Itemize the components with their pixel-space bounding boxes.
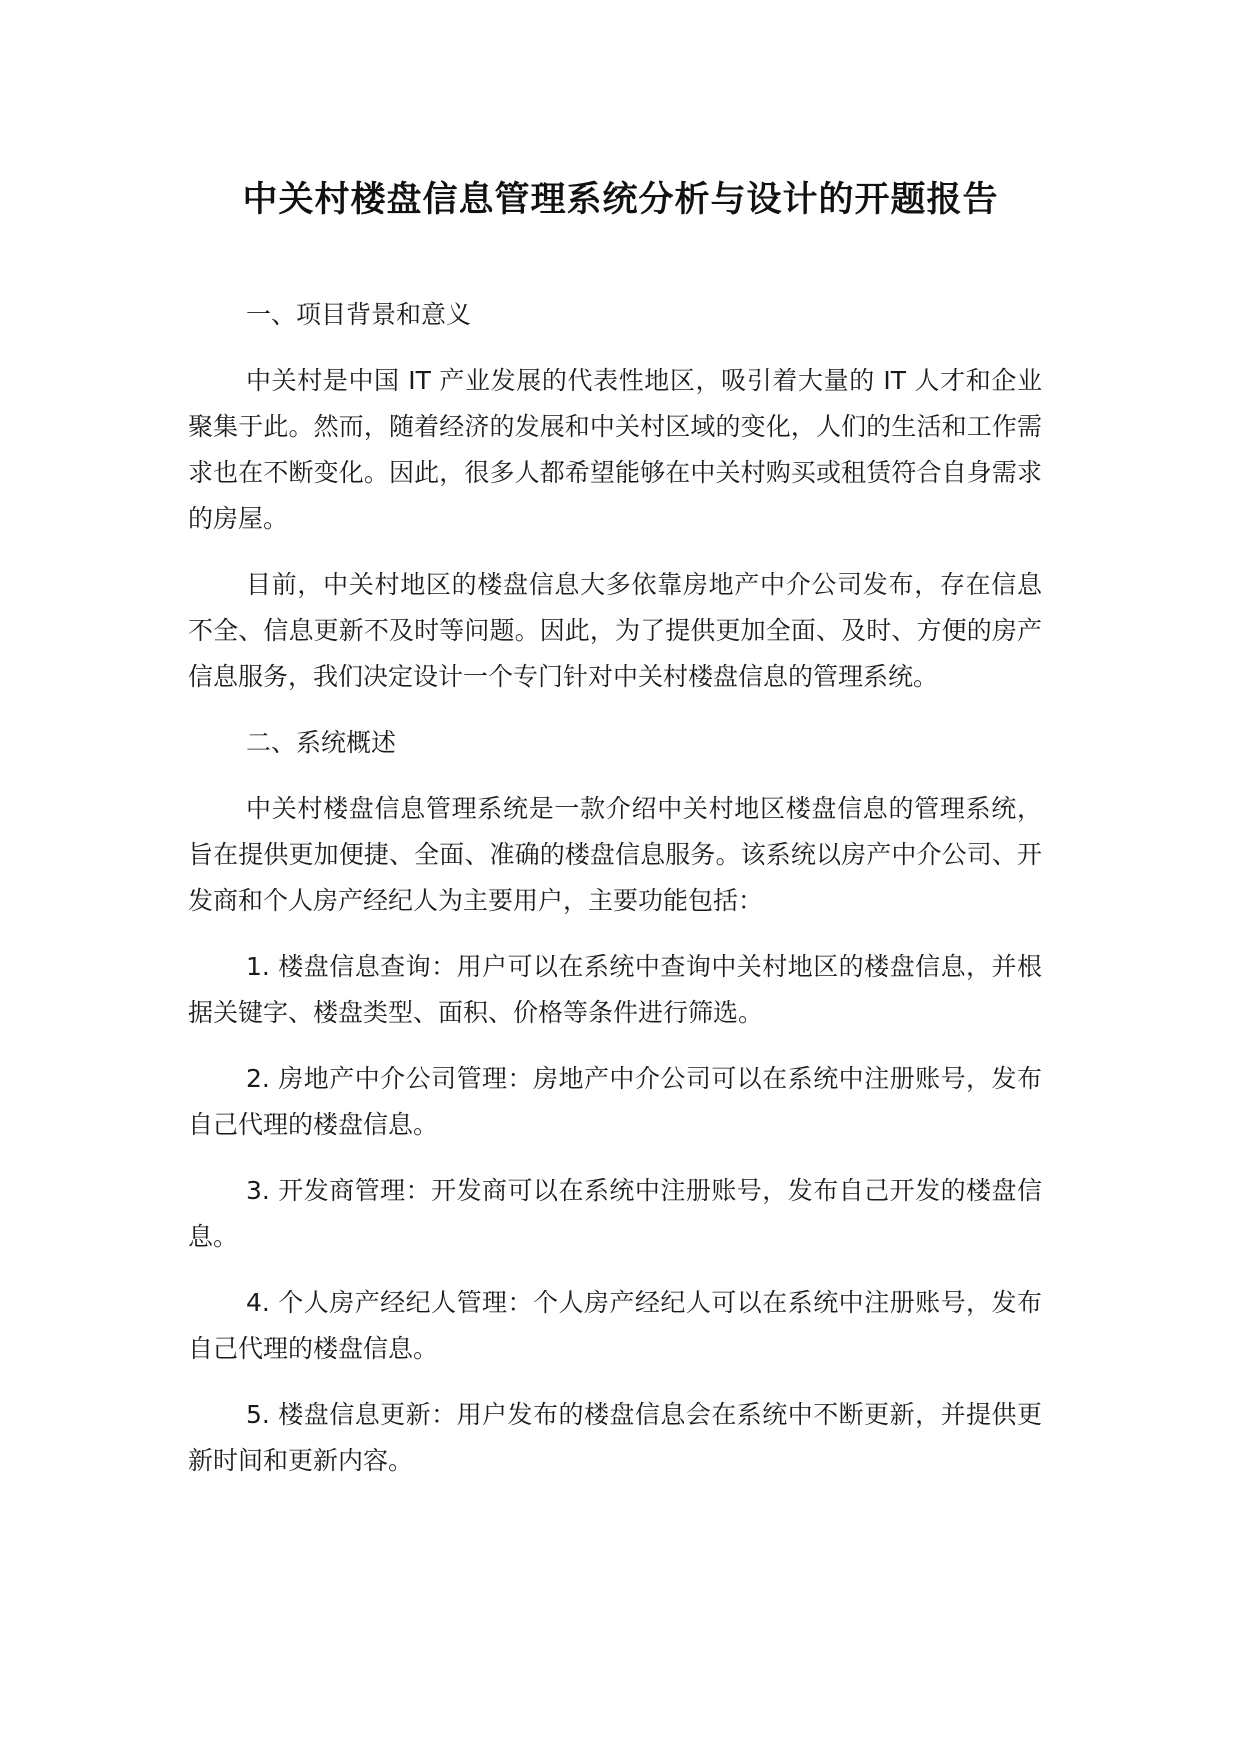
document-body <box>188 292 1042 1484</box>
section-heading-background: 一、项目背景和意义 <box>246 300 472 329</box>
list-item: 1. 楼盘信息查询：用户可以在系统中查询中关村地区的楼盘信息，并根据关键字、楼盘类型、面积、价格等条件进行筛选。 <box>188 952 1042 1027</box>
paragraph: 中关村是中国 IT 产业发展的代表性地区，吸引着大量的 IT 人才和企业聚集于此。然而，随着经济的发展和中关村区域的变化，人们的生活和工作需求也在不断变化。因此，很多人都希望能够在中关村购买或租赁符合自身需求的房屋。 <box>188 366 1042 533</box>
list-item: 5. 楼盘信息更新：用户发布的楼盘信息会在系统中不断更新，并提供更新时间和更新内容。 <box>188 1400 1042 1475</box>
list-item: 2. 房地产中介公司管理：房地产中介公司可以在系统中注册账号，发布自己代理的楼盘信息。 <box>188 1064 1042 1139</box>
document-title: 中关村楼盘信息管理系统分析与设计的开题报告 <box>242 180 999 220</box>
list-item: 4. 个人房产经纪人管理：个人房产经纪人可以在系统中注册账号，发布自己代理的楼盘信息。 <box>188 1288 1042 1363</box>
paragraph: 目前，中关村地区的楼盘信息大多依靠房地产中介公司发布，存在信息不全、信息更新不及时等问题。因此，为了提供更加全面、及时、方便的房产信息服务，我们决定设计一个专门针对中关村楼盘信息的管理系统。 <box>188 570 1042 691</box>
list-item: 3. 开发商管理：开发商可以在系统中注册账号，发布自己开发的楼盘信息。 <box>188 1176 1042 1251</box>
section-heading-overview: 二、系统概述 <box>246 728 397 757</box>
paragraph: 中关村楼盘信息管理系统是一款介绍中关村地区楼盘信息的管理系统，旨在提供更加便捷、全面、准确的楼盘信息服务。该系统以房产中介公司、开发商和个人房产经纪人为主要用户，主要功能包括： <box>188 794 1042 915</box>
